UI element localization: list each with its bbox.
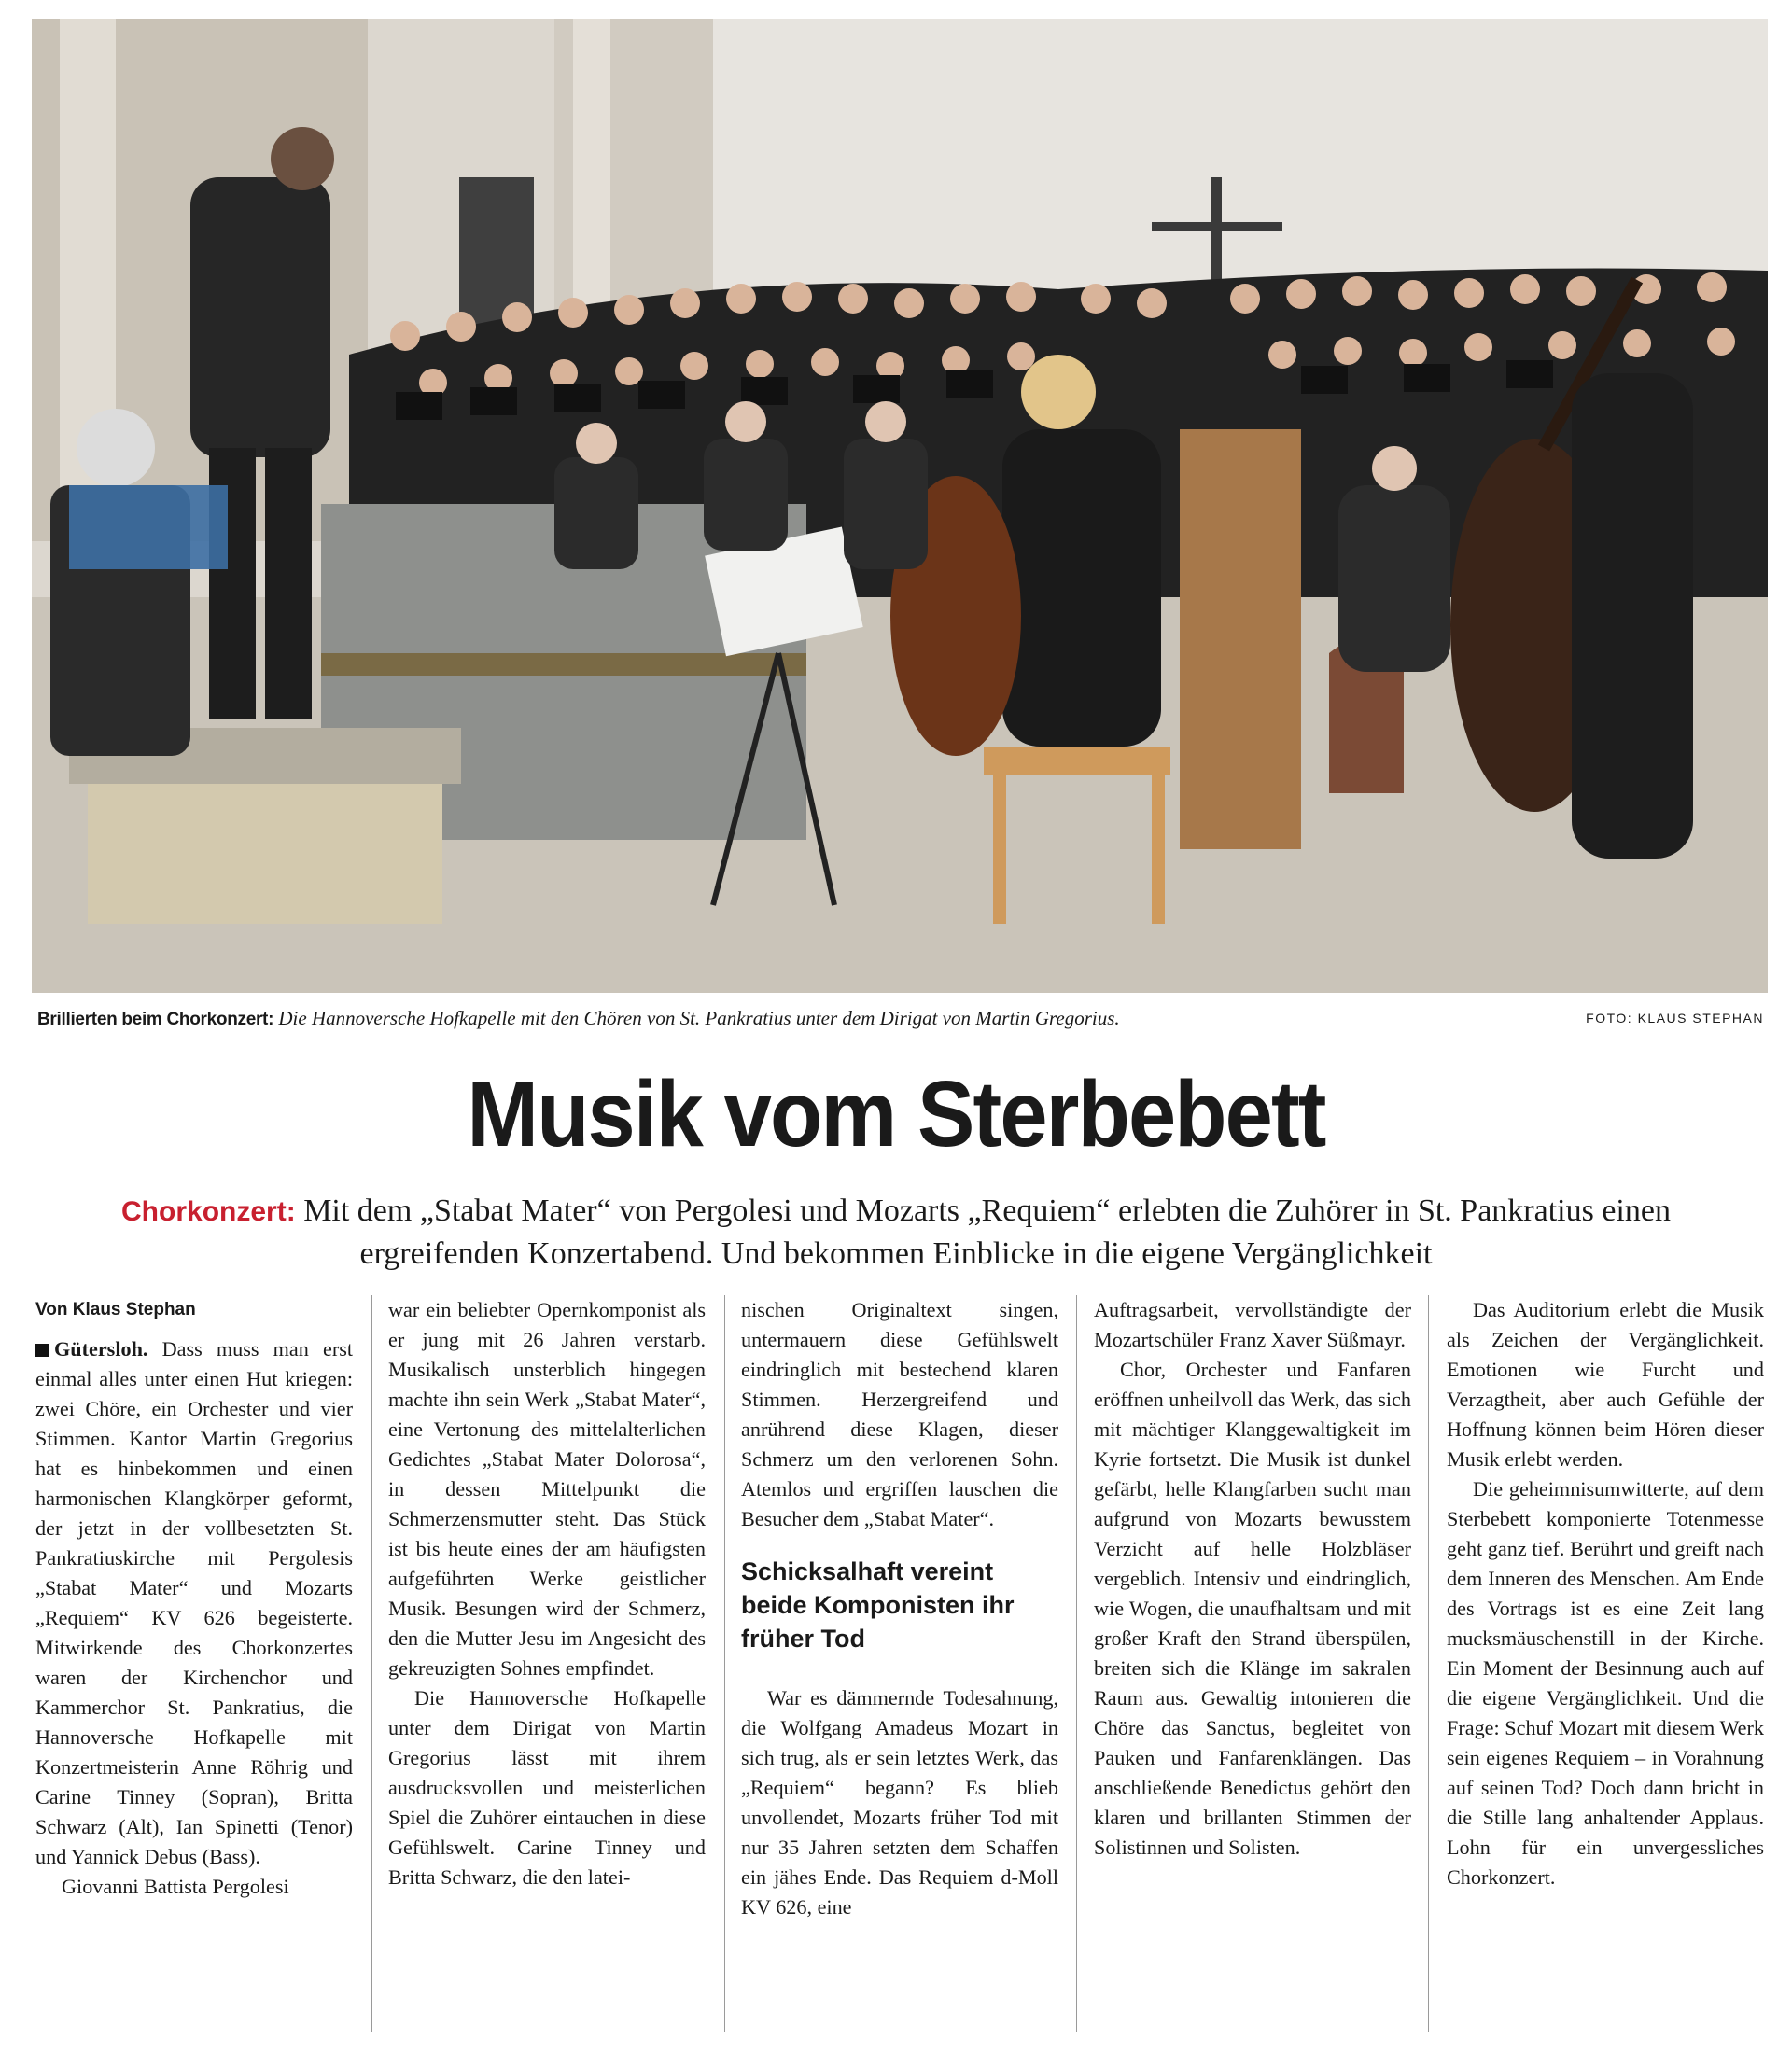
subhead-text: Mit dem „Stabat Mater“ von Pergolesi und Mozarts „Requiem“ erlebten die Zuhörer in St. Pankratius einen ergreifenden Konzertabend. Und bekommen Einblicke in die eigene Vergänglichkeit xyxy=(303,1194,1671,1271)
article-column-2 xyxy=(388,1295,706,2051)
paragraph: Giovanni Battista Pergolesi xyxy=(62,1875,289,1898)
subhead-kicker: Chorkonzert: xyxy=(121,1196,296,1227)
concert-photo-illustration xyxy=(32,19,1768,993)
square-bullet-icon xyxy=(35,1344,49,1357)
paragraph: war ein beliebter Opernkomponist als er jung mit 26 Jahren verstarb. Musikalisch unsterblich hingegen machte ihn sein Werk „Stabat Mater“, eine Vertonung des mittelalterlichen Gedichtes „Stabat Mater Dolorosa“, in dessen Mittelpunkt die Schmerzensmutter steht. Das Stück ist bis heute eines der am häufigsten aufgeführten Werke geistlicher Musik. Besungen wird der Schmerz, den die Mutter Jesu im Angesicht des gekreuzigten Sohnes empfindet. xyxy=(388,1298,706,1680)
subheadline xyxy=(56,1190,1736,1275)
article-column-3 xyxy=(741,1295,1058,2051)
caption-text: Die Hannoversche Hofkapelle mit den Chören von St. Pankratius unter dem Dirigat von Martin Gregorius. xyxy=(278,1007,1120,1029)
paragraph: War es dämmernde Todesahnung, die Wolfgang Amadeus Mozart in sich trug, als er sein letztes Werk, das „Requiem“ begann? Es blieb unvollendet, Mozarts früher Tod mit nur 35 Jahren setzten dem Schaffen ein jähes Ende. Das Requiem d-Moll KV 626, eine xyxy=(741,1686,1058,1919)
dateline-city: Gütersloh. xyxy=(54,1337,148,1361)
photo-caption xyxy=(37,1002,1770,1034)
paragraph-text: Dass muss man erst einmal alles unter einen Hut kriegen: zwei Chöre, ein Orchester und vier Stimmen. Kantor Martin Gregorius hat es hinbekommen und einen harmonischen Klangkörper geformt, der jetzt in der vollbesetzten St. Pankratiuskirche mit Pergolesis „Stabat Mater“ und Mozarts „Requiem“ KV 626 begeisterte. Mitwirkende des Chorkonzertes waren der Kirchenchor und Kammerchor St. Pankratius, die Hannoversche Hofkapelle mit Konzertmeisterin Anne Röhrig und Carine Tinney (Sopran), Britta Schwarz (Alt), Ian Spinetti (Tenor) und Yannick Debus (Bass). xyxy=(35,1337,353,1868)
article-column-1 xyxy=(35,1295,353,2051)
paragraph: Auftragsarbeit, vervollständigte der Mozartschüler Franz Xaver Süßmayr. xyxy=(1094,1298,1411,1351)
concert-photo xyxy=(32,19,1768,993)
article-column-5 xyxy=(1447,1295,1764,2051)
byline: Von Klaus Stephan xyxy=(35,1300,196,1319)
article-column-4 xyxy=(1094,1295,1411,2051)
paragraph: Die geheimnisumwitterte, auf dem Sterbebett komponierte Totenmesse geht ganz tief. Berührt und greift nach dem Inneren des Menschen. Am Ende des Vortrags ist es eine Zeit lang mucksmäuschenstill in der Kirche. Ein Moment der Besinnung auch auf die eigene Vergänglichkeit. Und die Frage: Schuf Mozart mit diesem Werk sein eigenes Requiem – in Vorahnung auf seinen Tod? Doch dann bricht in die Stille lang anhaltender Applaus. Lohn für ein unvergessliches Chorkonzert. xyxy=(1447,1477,1764,1889)
paragraph: Das Auditorium erlebt die Musik als Zeichen der Vergänglichkeit. Emotionen wie Furcht und Verzagtheit, aber auch Gefühle der Hoffnung können beim Hören dieser Musik erlebt werden. xyxy=(1447,1298,1764,1471)
caption-lead: Brillierten beim Chorkonzert: xyxy=(37,1010,274,1029)
paragraph: Chor, Orchester und Fanfaren eröffnen unheilvoll das Werk, das sich mit mächtiger Klanggewaltigkeit im Kyrie fortsetzt. Die Musik ist dunkel gefärbt, helle Klangfarben sucht man aufgrund von Mozarts bewusstem Verzicht auf helle Holzbläser vergeblich. Intensiv und eindringlich, wie Wogen, die unaufhaltsam und mit großer Kraft den Strand überspülen, breiten sich die Klänge im sakralen Raum aus. Gewaltig intonieren die Chöre das Sanctus, begleitet von Pauken und Fanfarenklängen. Das anschließende Benedictus gehört den klaren und brillanten Stimmen der Solistinnen und Solisten. xyxy=(1094,1358,1411,1859)
article-body xyxy=(35,1295,1764,2051)
paragraph xyxy=(35,1334,353,1872)
paragraph: Die Hannoversche Hofkapelle unter dem Dirigat von Martin Gregorius lässt mit ihrem ausdrucksvollen und meisterlichen Spiel die Zuhörer eintauchen in diese Gefühlswelt. Carine Tinney und Britta Schwarz, die den latei- xyxy=(388,1686,706,1889)
headline: Musik vom Sterbebett xyxy=(467,1062,1325,1166)
paragraph: nischen Originaltext singen, untermauern diese Gefühlswelt eindringlich mit bestechend klaren Stimmen. Herzergreifend und anrührend diese Klagen, dieser Schmerz um den verlorenen Sohn. Atemlos und ergriffen lauschen die Besucher dem „Stabat Mater“. xyxy=(741,1298,1058,1530)
photo-credit: FOTO: KLAUS STEPHAN xyxy=(1586,1011,1764,1026)
intermediate-heading: Schicksalhaft vereint beide Komponisten ihr früher Tod xyxy=(741,1557,1015,1653)
